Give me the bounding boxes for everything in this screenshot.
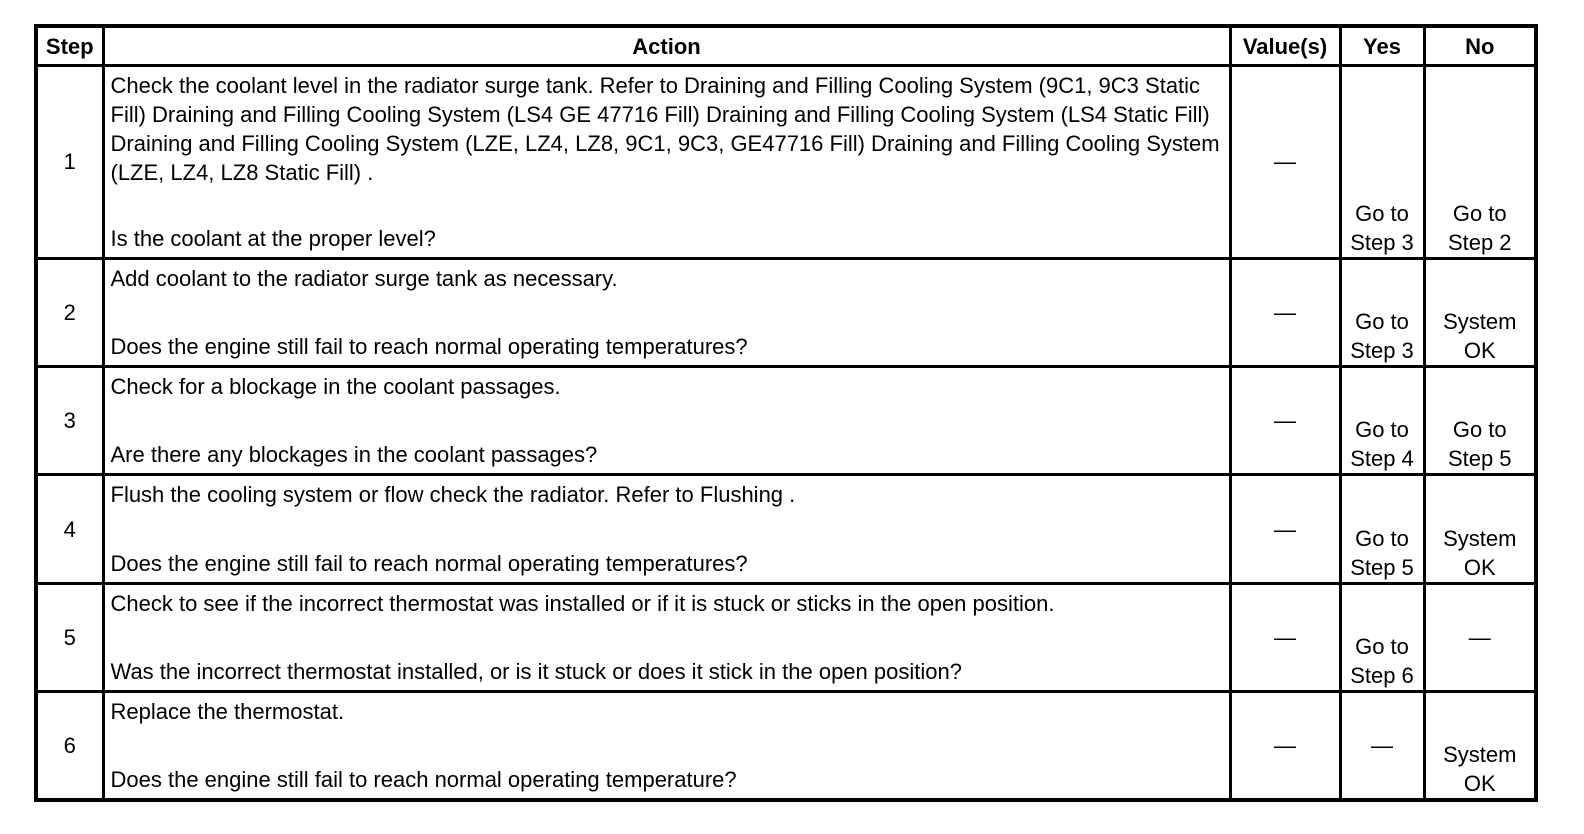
question-text: Does the engine still fail to reach normal operating temperatures? <box>110 334 748 359</box>
action-cell <box>103 692 1230 800</box>
table-row <box>36 475 1536 583</box>
no-cell: System OK <box>1424 692 1536 800</box>
value-cell: — <box>1230 692 1340 800</box>
yes-cell: Go to Step 3 <box>1340 66 1424 259</box>
step-number: 1 <box>36 66 103 259</box>
action-cell <box>103 367 1230 475</box>
step-number: 5 <box>36 583 103 691</box>
table-row <box>36 367 1536 475</box>
question-text: Are there any blockages in the coolant passages? <box>110 442 598 468</box>
table-row <box>36 583 1536 691</box>
header-no: No <box>1424 26 1536 66</box>
question-text: Does the engine still fail to reach normal operating temperatures? <box>110 550 748 576</box>
yes-cell: Go to Step 4 <box>1340 367 1424 475</box>
header-step: Step <box>36 26 103 66</box>
header-yes: Yes <box>1340 26 1424 66</box>
action-text: Check for a blockage in the coolant passages. <box>110 374 561 399</box>
question-text: Does the engine still fail to reach normal operating temperature? <box>110 767 737 792</box>
action-text: Add coolant to the radiator surge tank as necessary. <box>110 265 618 291</box>
question-text: Was the incorrect thermostat installed, or is it stuck or does it stick in the open position? <box>110 659 962 685</box>
header-row <box>36 26 1536 66</box>
value-cell: — <box>1230 475 1340 583</box>
action-text: Check the coolant level in the radiator surge tank. Refer to Draining and Filling Cooling System (9C1, 9C3 Static Fill) Draining and Filling Cooling System (LS4 GE 47716 Fill) Draining and Filling Cooling System (LS4 Static Fill) Draining and Filling Cooling System (LZE, LZ4, LZ8, 9C1, 9C3, GE47716 Fill) Draining and Filling Cooling System (LZE, LZ4, LZ8 Static Fill) . <box>110 73 1220 185</box>
value-cell: — <box>1230 367 1340 475</box>
action-text: Replace the thermostat. <box>110 699 345 725</box>
yes-cell: Go to Step 3 <box>1340 258 1424 366</box>
yes-cell: Go to Step 6 <box>1340 583 1424 691</box>
no-cell: — <box>1424 583 1536 691</box>
step-number: 2 <box>36 258 103 366</box>
table-row <box>36 258 1536 366</box>
value-cell: — <box>1230 258 1340 366</box>
header-values: Value(s) <box>1230 26 1340 66</box>
no-cell: System OK <box>1424 258 1536 366</box>
action-text: Check to see if the incorrect thermostat was installed or if it is stuck or sticks in the open position. <box>110 590 1055 616</box>
no-cell: System OK <box>1424 475 1536 583</box>
table-row <box>36 692 1536 800</box>
yes-cell: Go to Step 5 <box>1340 475 1424 583</box>
action-text: Flush the cooling system or flow check the radiator. Refer to Flushing . <box>110 482 796 508</box>
no-cell: Go to Step 2 <box>1424 66 1536 259</box>
yes-cell: — <box>1340 692 1424 800</box>
action-cell <box>103 583 1230 691</box>
step-number: 6 <box>36 692 103 800</box>
header-action: Action <box>103 26 1230 66</box>
table-row <box>36 66 1536 259</box>
question-text: Is the coolant at the proper level? <box>110 225 436 251</box>
no-cell: Go to Step 5 <box>1424 367 1536 475</box>
value-cell: — <box>1230 583 1340 691</box>
action-cell <box>103 475 1230 583</box>
value-cell: — <box>1230 66 1340 259</box>
action-cell <box>103 258 1230 366</box>
diagnostic-table <box>34 24 1538 802</box>
step-number: 3 <box>36 367 103 475</box>
action-cell <box>103 66 1230 259</box>
step-number: 4 <box>36 475 103 583</box>
